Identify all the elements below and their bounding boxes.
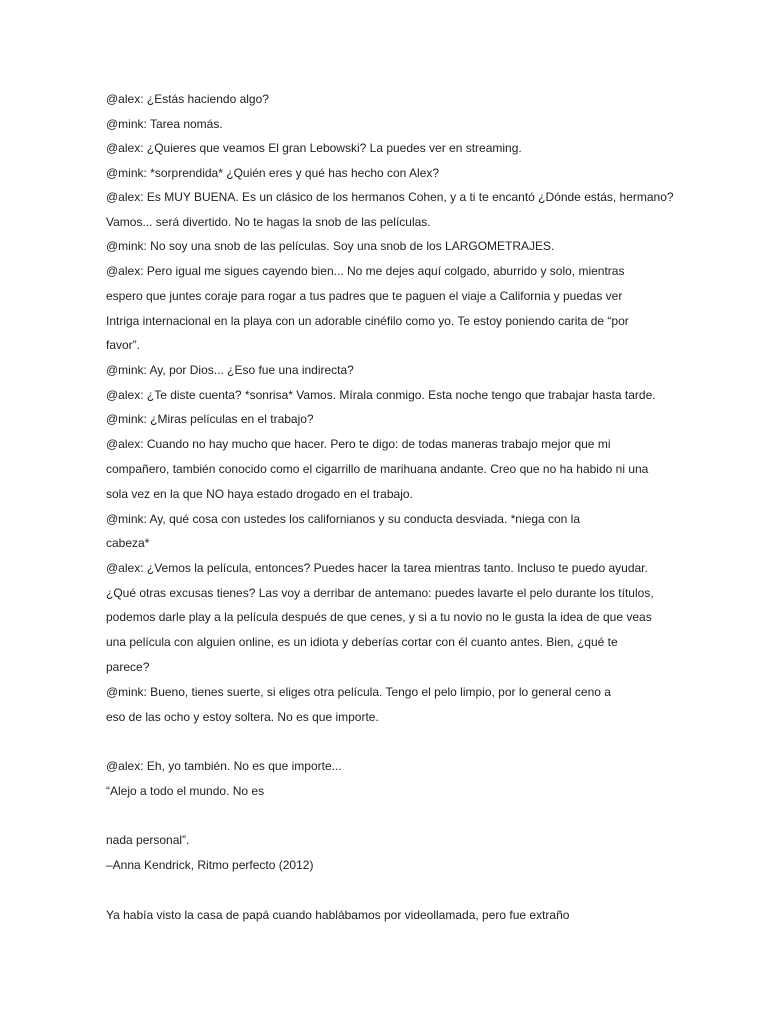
text-line: @mink: No soy una snob de las películas. Soy una snob de los LARGOMETRAJES. [106, 239, 555, 253]
text-line: Intriga internacional en la playa con un adorable cinéfilo como yo. Te estoy poniendo carita de “por [106, 314, 629, 328]
text-line: @mink: Bueno, tienes suerte, si eliges otra película. Tengo el pelo limpio, por lo general ceno a [106, 685, 611, 699]
text-line: eso de las ocho y estoy soltera. No es que importe. [106, 710, 379, 724]
text-line: ¿Qué otras excusas tienes? Las voy a derribar de antemano: puedes lavarte el pelo durante los títulos, [106, 586, 654, 600]
text-line: Ya había visto la casa de papá cuando hablábamos por videollamada, pero fue extraño [106, 908, 570, 922]
text-line: @alex: ¿Estás haciendo algo? [106, 92, 269, 106]
epigraph-attribution: –Anna Kendrick, Ritmo perfecto (2012) [106, 858, 314, 872]
text-line: @mink: ¿Miras películas en el trabajo? [106, 412, 314, 426]
text-line: @alex: Pero igual me sigues cayendo bien... No me dejes aquí colgado, aburrido y solo, mientras [106, 264, 625, 278]
text-line: @mink: *sorprendida* ¿Quién eres y qué has hecho con Alex? [106, 166, 440, 180]
text-line: cabeza* [106, 536, 150, 550]
text-line: @mink: Tarea nomás. [106, 117, 223, 131]
text-line: una película con alguien online, es un idiota y deberías cortar con él cuanto antes. Bien, ¿qué te [106, 635, 618, 649]
text-line: @alex: Es MUY BUENA. Es un clásico de los hermanos Cohen, y a ti te encantó ¿Dónde estás, hermano? [106, 190, 674, 204]
text-line: @mink: Ay, qué cosa con ustedes los californianos y su conducta desviada. *niega con la [106, 512, 581, 526]
text-line: @mink: Ay, por Dios... ¿Eso fue una indirecta? [106, 363, 354, 377]
text-line: @alex: ¿Quieres que veamos El gran Lebowski? La puedes ver en streaming. [106, 141, 522, 155]
text-line: parece? [106, 660, 150, 674]
epigraph-line: “Alejo a todo el mundo. No es [106, 784, 265, 798]
text-line: favor”. [106, 338, 141, 352]
text-line: Vamos... será divertido. No te hagas la snob de las películas. [106, 215, 431, 229]
text-line: compañero, también conocido como el cigarrillo de marihuana andante. Creo que no ha habido ni una [106, 462, 649, 476]
text-line: podemos darle play a la película después de que cenes, y si a tu novio no le gusta la idea de que veas [106, 610, 652, 624]
epigraph-line: nada personal”. [106, 833, 190, 847]
text-line: @alex: ¿Vemos la película, entonces? Puedes hacer la tarea mientras tanto. Incluso te puedo ayudar. [106, 561, 648, 575]
text-line: @alex: Eh, yo también. No es que importe... [106, 759, 342, 773]
text-line: sola vez en la que NO haya estado drogado en el trabajo. [106, 487, 413, 501]
text-line: @alex: ¿Te diste cuenta? *sonrisa* Vamos. Mírala conmigo. Esta noche tengo que trabajar hasta tarde. [106, 388, 656, 402]
text-line: @alex: Cuando no hay mucho que hacer. Pero te digo: de todas maneras trabajo mejor que mi [106, 437, 611, 451]
text-line: espero que juntes coraje para rogar a tus padres que te paguen el viaje a California y puedas ver [106, 289, 623, 303]
